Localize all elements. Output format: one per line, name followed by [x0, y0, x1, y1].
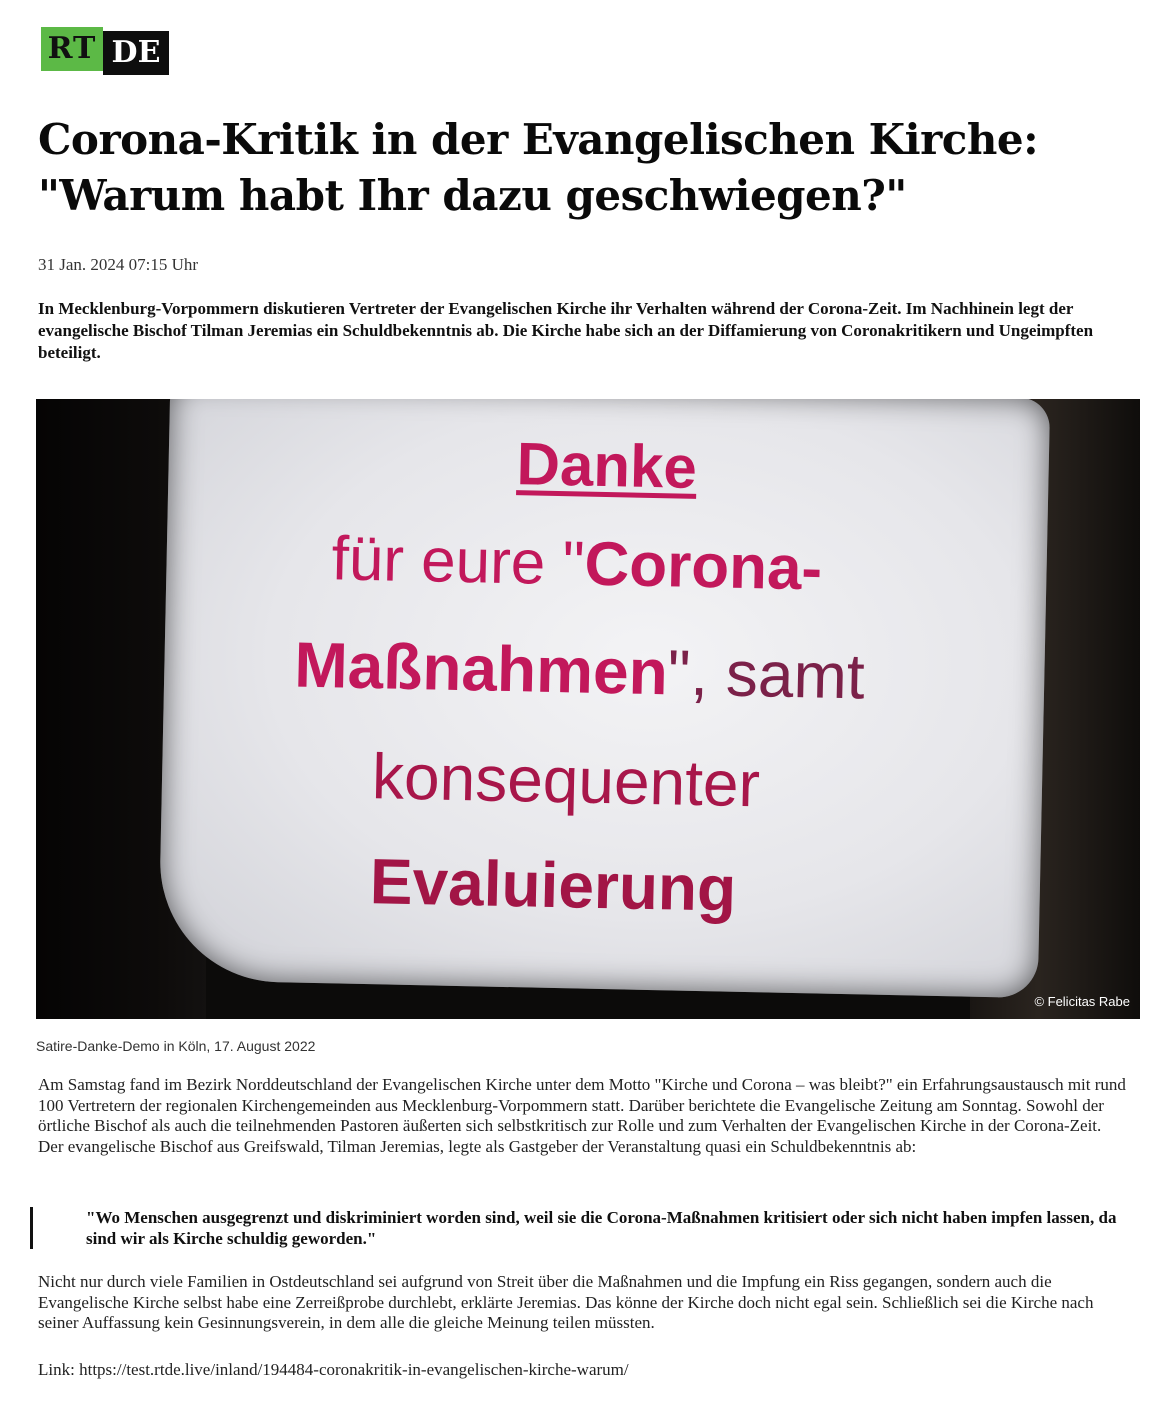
sign-line-4: konsequenter — [371, 740, 761, 821]
block-quote: "Wo Menschen ausgegrenzt und diskriminiert worden sind, weil sie die Corona-Maßnahmen kritisiert oder sich nicht haben impfen lassen, da sind wir als Kirche schuldig geworden." — [30, 1207, 1136, 1249]
sign-line-3 — [294, 628, 866, 714]
sign-line-danke: Danke — [515, 430, 698, 501]
sign-line-2-bold: Corona- — [583, 529, 823, 604]
article-date: 31 Jan. 2024 07:15 Uhr — [38, 255, 199, 274]
article-lead: In Mecklenburg-Vorpommern diskutieren Vertreter der Evangelischen Kirche ihr Verhalten während der Corona-Zeit. Im Nachhinein legt der evangelische Bischof Tilman Jeremias ein Schuldbekenntnis ab. Die Kirche habe sich an der Diffamierung von Coronakritikern und Ungeimpften beteiligt. — [38, 299, 1094, 362]
source-link-line — [38, 1360, 629, 1380]
site-logo[interactable] — [41, 27, 169, 75]
photo-credit: © Felicitas Rabe — [1034, 994, 1130, 1009]
sign-line-3-regular: ", samt — [666, 636, 866, 713]
logo-rt-part: RT — [41, 27, 103, 71]
logo-de-part: DE — [103, 31, 169, 75]
headline-line-2: "Warum habt Ihr dazu geschwiegen?" — [38, 171, 907, 220]
article-photo — [36, 399, 1140, 1019]
source-link-label: Link: — [38, 1360, 75, 1379]
photo-caption: Satire-Danke-Demo in Köln, 17. August 2022 — [36, 1038, 316, 1054]
sign-text — [158, 399, 1050, 998]
protest-sign — [158, 399, 1050, 998]
sign-line-5: Evaluierung — [369, 845, 737, 925]
sign-line-3-bold: Maßnahmen — [293, 628, 669, 709]
sign-line-2-regular: für eure " — [330, 524, 586, 599]
body-paragraph-2: Nicht nur durch viele Familien in Ostdeutschland sei aufgrund von Streit über die Maßnahmen und die Impfung ein Riss gegangen, sondern auch die Evangelische Kirche selbst habe eine Zerreißprobe durchlebt, erklärte Jeremias. Das könne der Kirche doch nicht egal sein. Schließlich sei die Kirche nach seiner Auffassung kein Gesinnungsverein, in dem alle die gleiche Meinung teilen müssten. — [38, 1272, 1094, 1332]
sign-line-2 — [331, 523, 823, 604]
article-headline — [38, 112, 1138, 224]
body-paragraph-1: Am Samstag fand im Bezirk Norddeutschland der Evangelischen Kirche unter dem Motto "Kirche und Corona – was bleibt?" ein Erfahrungsaustausch mit rund 100 Vertretern der regionalen Kirchengemeinden aus Mecklenburg-Vorpommern statt. Darüber berichtete die Evangelische Zeitung am Sonntag. Sowohl der örtliche Bischof als auch die teilnehmenden Pastoren äußerten sich selbstkritisch zur Rolle und zum Verhalten der Evangelischen Kirche in der Corona-Zeit. Der evangelische Bischof aus Greifswald, Tilman Jeremias, legte als Gastgeber der Veranstaltung quasi ein Schuldbekenntnis ab: — [38, 1075, 1126, 1156]
source-link[interactable]: https://test.rtde.live/inland/194484-coronakritik-in-evangelischen-kirche-warum/ — [79, 1360, 629, 1379]
headline-line-1: Corona-Kritik in der Evangelischen Kirche: — [38, 115, 1039, 164]
